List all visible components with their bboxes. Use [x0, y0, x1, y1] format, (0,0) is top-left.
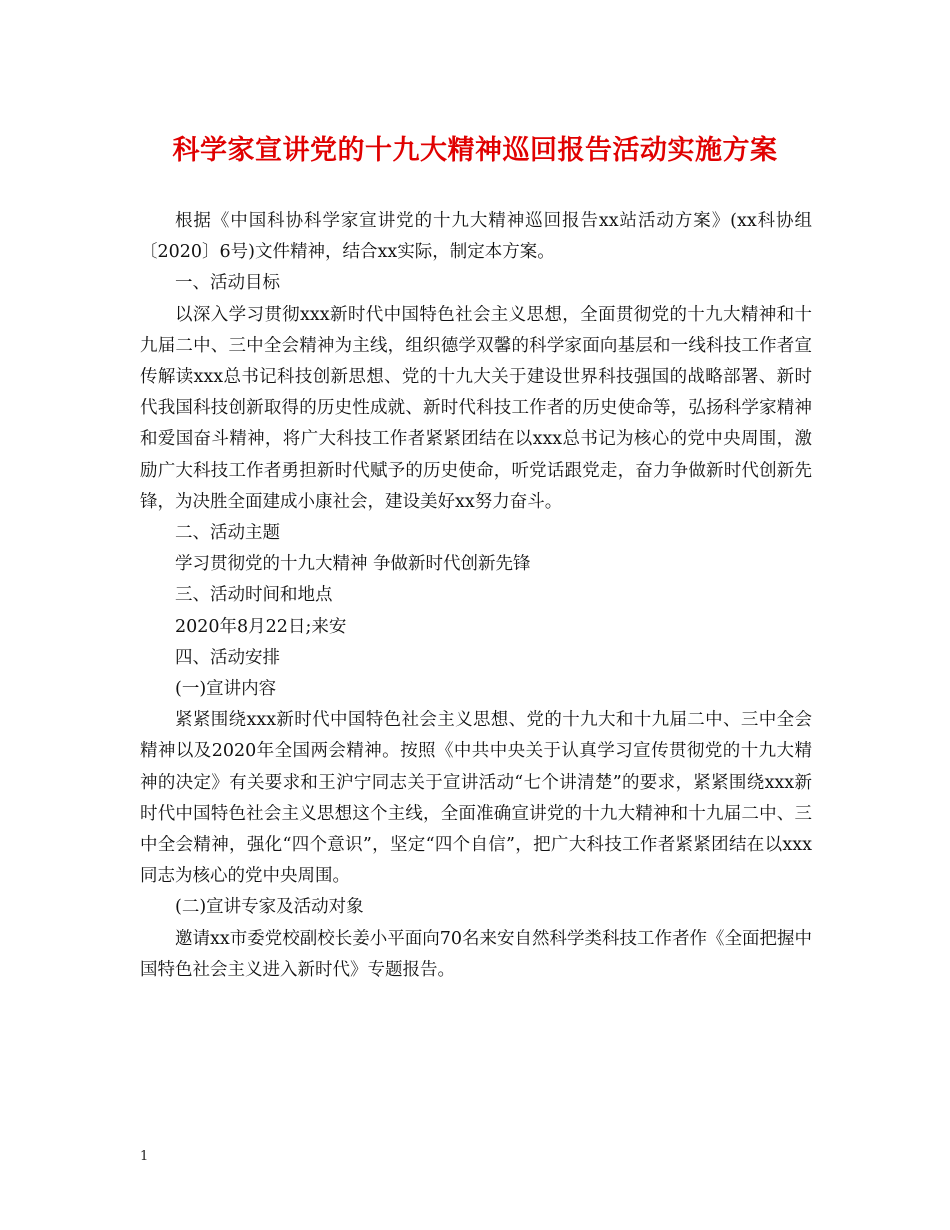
- document-title: 科学家宣讲党的十九大精神巡回报告活动实施方案: [172, 135, 778, 166]
- theme-paragraph: 学习贯彻党的十九大精神 争做新时代创新先锋: [175, 554, 531, 575]
- document-body: [140, 206, 812, 986]
- intro-paragraph: 根据《中国科协科学家宣讲党的十九大精神巡回报告xx站活动方案》(xx科协组〔2020〕6号)文件精神，结合xx实际，制定本方案。: [140, 211, 812, 263]
- goals-paragraph: 以深入学习贯彻xxx新时代中国特色社会主义思想，全面贯彻党的十九大精神和十九届二中、三中全会精神为主线，组织德学双馨的科学家面向基层和一线科技工作者宣传解读xxx总书记科技创新思想、党的十九大关于建设世界科技强国的战略部署、新时代我国科技创新取得的历史性成就、新时代科技工作者的历史使命等，弘扬科学家精神和爱国奋斗精神，将广大科技工作者紧紧团结在以xxx总书记为核心的党中央周围，激励广大科技工作者勇担新时代赋予的历史使命，听党话跟党走，奋力争做新时代创新先锋，为决胜全面建成小康社会，建设美好xx努力奋斗。: [140, 304, 812, 512]
- time-place-paragraph: 2020年8月22日;来安: [175, 616, 347, 637]
- content-paragraph: 紧紧围绕xxx新时代中国特色社会主义思想、党的十九大和十九届二中、三中全会精神以及2020年全国两会精神。按照《中共中央关于认真学习宣传贯彻党的十九大精神的决定》有关要求和王沪宁同志关于宣讲活动“七个讲清楚”的要求，紧紧围绕xxx新时代中国特色社会主义思想这个主线，全面准确宣讲党的十九大精神和十九届二中、三中全会精神，强化“四个意识”，坚定“四个自信”，把广大科技工作者紧紧团结在以xxx同志为核心的党中央周围。: [140, 710, 812, 887]
- experts-paragraph: 邀请xx市委党校副校长姜小平面向70名来安自然科学类科技工作者作《全面把握中国特色社会主义进入新时代》专题报告。: [140, 928, 813, 980]
- section-heading-time-place: 三、活动时间和地点: [175, 585, 333, 606]
- page-number: 1: [140, 1149, 149, 1164]
- subsection-heading-experts: (二)宣讲专家及活动对象: [175, 897, 364, 918]
- section-heading-theme: 二、活动主题: [175, 523, 280, 544]
- subsection-heading-content: (一)宣讲内容: [175, 679, 277, 700]
- section-heading-goals: 一、活动目标: [175, 273, 280, 294]
- section-heading-arrangement: 四、活动安排: [175, 647, 280, 668]
